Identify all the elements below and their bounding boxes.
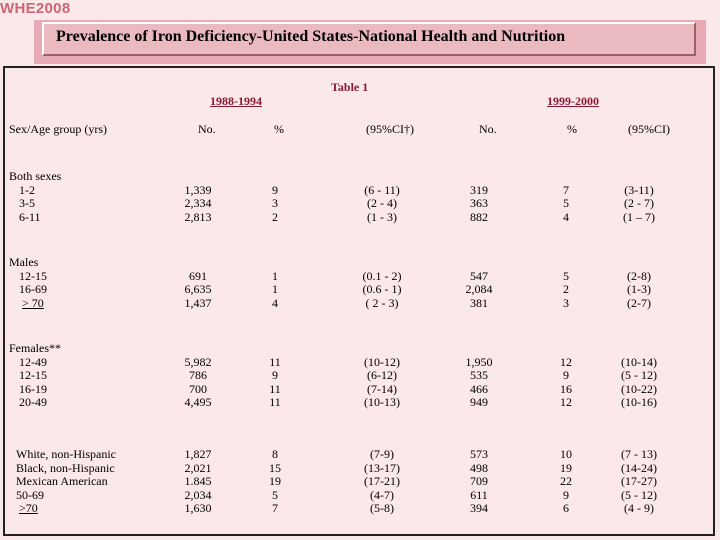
cell-no-1: 1,630 [184,501,212,516]
cell-no-1: 1.845 [184,474,212,489]
cell-ci-1: (4-7) [370,487,394,502]
cell-pct-2: 7 [563,182,569,197]
cell-no-1: 2,034 [184,487,212,502]
cell-ci-1: (6 - 11) [364,182,400,197]
cell-no-1: 691 [189,268,207,283]
cell-pct-1: 15 [269,460,281,475]
cell-pct-1: 11 [269,395,281,410]
cell-no-2: 319 [470,182,488,197]
cell-ci-2: (3-11) [624,182,654,197]
row-label: >70 [19,501,38,516]
cell-pct-2: 19 [560,460,572,475]
cell-no-1: 1,437 [184,295,212,310]
row-label: 12-15 [19,268,47,283]
cell-ci-2: (10-16) [621,395,657,410]
header-ci-1: (95%CI†) [366,122,414,136]
cell-no-1: 4,495 [184,395,212,410]
cell-pct-2: 16 [560,381,572,396]
cell-pct-2: 2 [563,282,569,297]
cell-ci-1: (17-21) [364,474,400,489]
cell-no-1: 700 [189,381,207,396]
cell-ci-1: (10-13) [364,395,400,410]
header-pct-2: % [567,122,577,136]
cell-ci-1: (2 - 4) [367,196,397,211]
cell-no-2: 466 [470,381,488,396]
cell-ci-1: (6-12) [367,368,397,383]
cell-pct-1: 8 [272,447,278,461]
period-1988-1994: 1988-1994 [210,94,262,108]
row-label: 16-69 [19,282,47,297]
cell-pct-1: 9 [272,182,278,197]
row-label: White, non-Hispanic [16,447,116,461]
cell-ci-2: (17-27) [621,474,657,489]
cell-ci-1: (13-17) [364,460,400,475]
row-label: 12-15 [19,368,47,383]
cell-ci-1: (0.1 - 2) [362,268,402,283]
cell-no-2: 573 [470,447,488,461]
cell-ci-2: (10-14) [621,354,657,369]
cell-no-2: 381 [470,295,488,310]
cell-pct-1: 5 [272,487,278,502]
cell-pct-2: 3 [563,295,569,310]
header-no-2: No. [479,122,497,136]
row-label: > 70 [22,295,44,310]
cell-ci-1: (1 - 3) [367,209,397,224]
cell-ci-1: ( 2 - 3) [365,295,399,310]
cell-no-2: 611 [470,487,488,502]
cell-ci-2: (5 - 12) [621,487,657,502]
cell-no-1: 2,334 [184,196,212,211]
cell-pct-1: 9 [272,368,278,383]
cell-no-2: 363 [470,196,488,211]
cell-pct-1: 11 [269,354,281,369]
cell-ci-2: (10-22) [621,381,657,396]
cell-no-1: 6,635 [184,282,212,297]
cell-ci-2: (2-8) [627,268,651,283]
cell-no-1: 1,339 [184,182,212,197]
cell-pct-2: 10 [560,447,572,461]
cell-no-2: 709 [470,474,488,489]
page-title: Prevalence of Iron Deficiency-United States-National Health and Nutrition [56,28,566,45]
section-heading: Males [9,255,39,269]
cell-no-2: 882 [470,209,488,224]
row-label: 6-11 [19,209,41,224]
cell-pct-1: 1 [272,282,278,297]
cell-no-1: 1,827 [184,447,212,461]
cell-no-1: 786 [189,368,207,383]
cell-pct-2: 22 [560,474,572,489]
cell-no-1: 5,982 [184,354,212,369]
row-label: Mexican American [16,474,108,489]
header-pct-1: % [274,122,284,136]
cell-ci-2: (2-7) [627,295,651,310]
row-label: 3-5 [19,196,35,211]
cell-ci-1: (7-9) [370,447,394,461]
cell-no-2: 535 [470,368,488,383]
period-1999-2000: 1999-2000 [547,94,599,108]
cell-pct-1: 2 [272,209,278,224]
cell-no-1: 2,021 [184,460,212,475]
cell-ci-1: (5-8) [370,501,394,516]
cell-pct-2: 5 [563,268,569,283]
cell-pct-1: 7 [272,501,278,516]
cell-ci-1: (7-14) [367,381,397,396]
cell-ci-2: (5 - 12) [621,368,657,383]
row-label: 16-19 [19,381,47,396]
cell-pct-1: 4 [272,295,278,310]
header-group: Sex/Age group (yrs) [9,122,107,136]
cell-ci-2: (2 - 7) [624,196,654,211]
cell-pct-2: 5 [563,196,569,211]
cell-ci-2: (1-3) [627,282,651,297]
row-label: 20-49 [19,395,47,410]
cell-pct-2: 12 [560,395,572,410]
row-label: Black, non-Hispanic [16,460,115,475]
header-ci-2: (95%CI) [628,122,670,136]
section-heading: Females** [9,341,61,355]
cell-pct-2: 6 [563,501,569,516]
cell-pct-1: 1 [272,268,278,283]
cell-ci-2: (1 – 7) [623,209,655,224]
cell-pct-2: 4 [563,209,569,224]
cell-pct-2: 9 [563,368,569,383]
cell-no-2: 1,950 [465,354,493,369]
cell-no-2: 949 [470,395,488,410]
cell-no-2: 547 [470,268,488,283]
row-label: 1-2 [19,182,35,197]
cell-pct-1: 3 [272,196,278,211]
header-no-1: No. [198,122,216,136]
table-label: Table 1 [331,80,369,94]
cell-no-1: 2,813 [184,209,212,224]
cell-ci-2: (7 - 13) [621,447,657,461]
cell-ci-2: (14-24) [621,460,657,475]
cell-no-2: 2,084 [465,282,493,297]
row-label: 50-69 [16,487,44,502]
cell-pct-2: 9 [563,487,569,502]
cell-no-2: 394 [470,501,488,516]
cell-ci-1: (10-12) [364,354,400,369]
cell-pct-1: 11 [269,381,281,396]
cell-ci-2: (4 - 9) [624,501,654,516]
cell-pct-1: 19 [269,474,281,489]
cell-no-2: 498 [470,460,488,475]
corner-label: WHE2008 [0,0,71,17]
cell-pct-2: 12 [560,354,572,369]
cell-ci-1: (0.6 - 1) [362,282,402,297]
row-label: 12-49 [19,354,47,369]
section-heading: Both sexes [9,169,62,183]
